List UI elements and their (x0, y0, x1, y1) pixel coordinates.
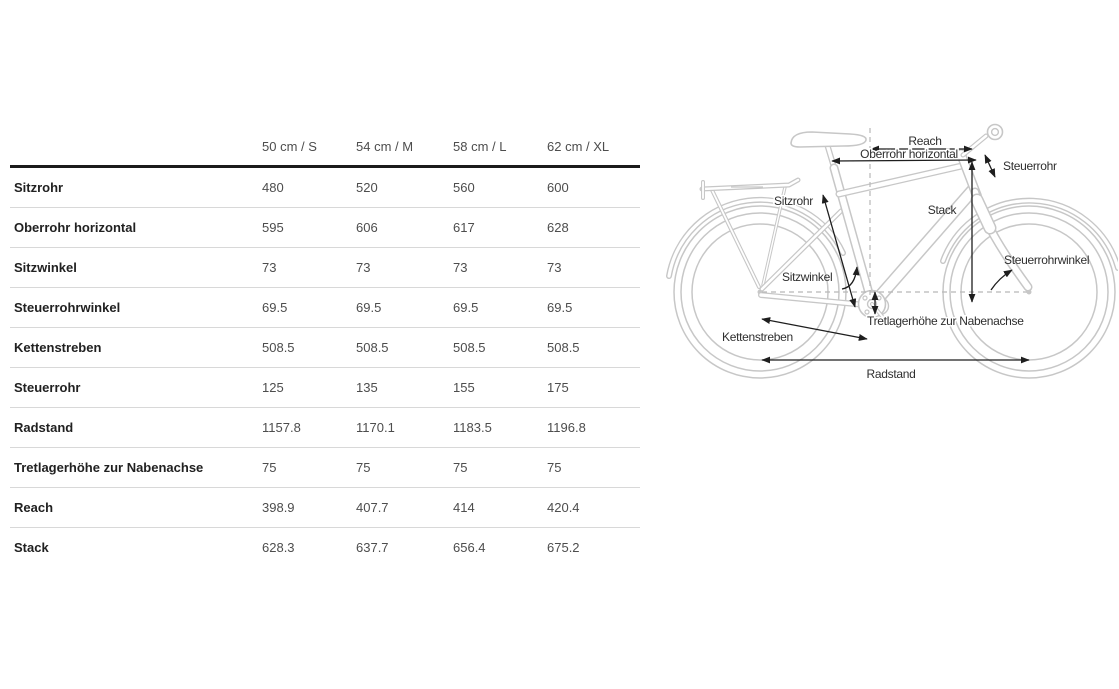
cell-value: 508.5 (262, 328, 356, 368)
table-row (10, 488, 640, 528)
row-label: Sitzwinkel (10, 248, 262, 288)
front-wheel (943, 206, 1115, 378)
table-row (10, 528, 640, 568)
sitzrohr-label: Sitzrohr (774, 194, 813, 208)
size-column-header: 62 cm / XL (547, 128, 640, 167)
table-row (10, 208, 640, 248)
oberrohr-label: Oberrohr horizontal (860, 147, 958, 161)
row-label: Kettenstreben (10, 328, 262, 368)
cell-value: 155 (453, 368, 547, 408)
cell-value: 69.5 (453, 288, 547, 328)
row-label: Stack (14, 540, 49, 555)
table-header-row (10, 128, 640, 167)
cell-value: 637.7 (356, 540, 389, 555)
cell-value: 560 (453, 167, 547, 208)
cell-value: 508.5 (547, 328, 640, 368)
cell-value: 1196.8 (547, 408, 640, 448)
cell-value: 600 (547, 167, 640, 208)
cell-value: 125 (262, 368, 356, 408)
row-label: Radstand (10, 408, 262, 448)
bike-geometry-diagram (659, 108, 1118, 408)
table-row (10, 167, 640, 208)
cell-value: 69.5 (356, 288, 453, 328)
stack-label: Stack (927, 203, 957, 217)
cell-value: 520 (356, 167, 453, 208)
table-row (10, 368, 640, 408)
table-row (10, 408, 640, 448)
cell-value: 628 (547, 208, 640, 248)
cell-value: 420.4 (547, 488, 640, 528)
cell-value: 69.5 (262, 288, 356, 328)
cell-value: 73 (262, 248, 356, 288)
cell-value: 75 (453, 448, 547, 488)
row-label: Oberrohr horizontal (10, 208, 262, 248)
cell-value: 414 (453, 488, 547, 528)
cockpit (963, 125, 1003, 156)
row-label: Tretlagerhöhe zur Nabenachse (10, 448, 262, 488)
cell-value: 398.9 (262, 488, 356, 528)
cell-value: 628.3 (262, 540, 295, 555)
sitzwinkel-label: Sitzwinkel (782, 270, 833, 284)
reach-label: Reach (908, 134, 942, 148)
table-body (10, 167, 640, 568)
table-row (10, 448, 640, 488)
size-column-header: 58 cm / L (453, 128, 547, 167)
cell-value: 73 (453, 248, 547, 288)
cell-value: 508.5 (356, 328, 453, 368)
table-row (10, 328, 640, 368)
geometry-table (10, 128, 640, 567)
steuerrohr-label: Steuerrohr (1003, 159, 1057, 173)
table-row (10, 288, 640, 328)
cell-value: 75 (262, 448, 356, 488)
corner-cell (10, 128, 262, 167)
cell-value: 480 (262, 167, 356, 208)
cell-value: 135 (356, 368, 453, 408)
table-row (10, 248, 640, 288)
cell-value: 75 (547, 448, 640, 488)
cell-value: 617 (453, 208, 547, 248)
cell-value: 1170.1 (356, 408, 453, 448)
cell-value: 595 (262, 208, 356, 248)
steuerrohrwinkel-label: Steuerrohrwinkel (1004, 253, 1090, 267)
cell-value: 508.5 (453, 328, 547, 368)
cell-value: 606 (356, 208, 453, 248)
cell-value: 69.5 (547, 288, 640, 328)
row-label: Steuerrohrwinkel (10, 288, 262, 328)
cell-value: 1157.8 (262, 408, 356, 448)
row-label: Reach (10, 488, 262, 528)
cell-value: 1183.5 (453, 408, 547, 448)
saddle (791, 132, 866, 147)
cell-value: 73 (356, 248, 453, 288)
cell-value: 75 (356, 448, 453, 488)
radstand-label: Radstand (866, 367, 916, 381)
cell-value: 675.2 (547, 540, 580, 555)
cell-value: 407.7 (356, 488, 453, 528)
kettenstreben-label: Kettenstreben (722, 330, 793, 344)
steuerrohr-arrow (985, 155, 995, 177)
cell-value: 73 (547, 248, 640, 288)
row-label: Sitzrohr (10, 167, 262, 208)
steuerrohrwinkel-arc (991, 270, 1012, 290)
size-column-header: 54 cm / M (356, 128, 453, 167)
cell-value: 175 (547, 368, 640, 408)
tretlagerhoehe-label: Tretlagerhöhe zur Nabenachse (867, 314, 1024, 328)
cell-value: 656.4 (453, 540, 486, 555)
size-column-header: 50 cm / S (262, 128, 356, 167)
row-label: Steuerrohr (10, 368, 262, 408)
